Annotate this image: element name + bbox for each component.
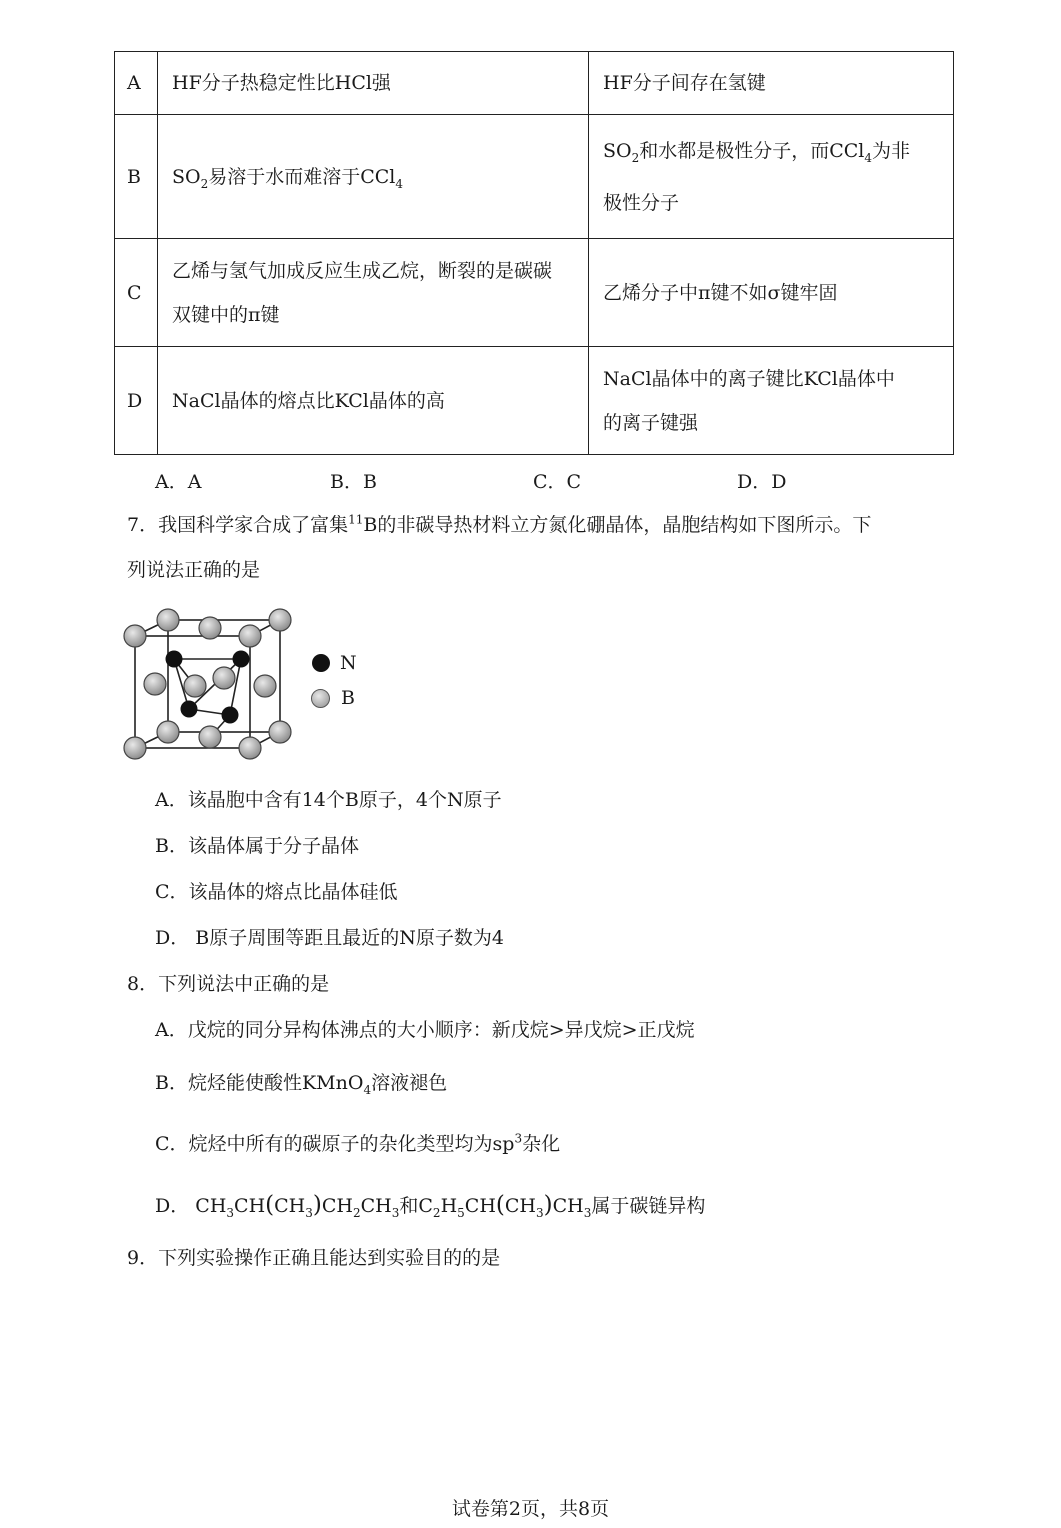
row-label: A <box>115 52 158 115</box>
table-row <box>115 115 954 239</box>
q8-option-b[interactable]: B．烷烃能使酸性KMnO$_4$溶液褪色 <box>155 1072 448 1097</box>
b-atom <box>239 737 261 759</box>
n-atom <box>233 651 250 668</box>
b-atom <box>199 617 221 639</box>
statement-cell: 乙烯与氢气加成反应生成乙烷，断裂的是碳碳 双键中的π键 <box>158 239 589 347</box>
row-label: B <box>115 115 158 239</box>
crystal-cell-diagram <box>120 600 300 770</box>
q6-table <box>114 51 954 455</box>
reason-cell: $SO_2$和水都是极性分子，而CCl$_4$为非 极性分子 <box>589 115 954 239</box>
table-row <box>115 347 954 455</box>
b-atom <box>144 673 166 695</box>
table-row <box>115 52 954 115</box>
b-atom <box>124 625 146 647</box>
statement-cell: NaCl晶体的熔点比KCl晶体的高 <box>158 347 589 455</box>
q6-option-b[interactable]: B．B <box>330 471 377 493</box>
reason-cell: NaCl晶体中的离子键比KCl晶体中 的离子键强 <box>589 347 954 455</box>
q7-option-a[interactable]: A．该晶胞中含有14个B原子，4个N原子 <box>155 789 502 811</box>
b-atom <box>184 675 206 697</box>
legend-n: N <box>312 651 357 674</box>
q7-option-c[interactable]: C．该晶体的熔点比晶体硅低 <box>155 881 398 903</box>
b-atom <box>213 667 235 689</box>
b-atom <box>254 675 276 697</box>
q8-stem: 8．下列说法中正确的是 <box>127 973 330 995</box>
q7-stem-line2: 列说法正确的是 <box>127 559 261 581</box>
row-label: C <box>115 239 158 347</box>
q8-option-c[interactable]: C．烷烃中所有的碳原子的杂化类型均为$sp^3$杂化 <box>155 1131 561 1155</box>
row-label: D <box>115 347 158 455</box>
b-atom <box>157 721 179 743</box>
n-atom <box>166 651 183 668</box>
b-atom <box>269 721 291 743</box>
n-atom <box>222 707 239 724</box>
reason-cell: 乙烯分子中π键不如σ键牢固 <box>589 239 954 347</box>
q9-stem: 9．下列实验操作正确且能达到实验目的的是 <box>127 1247 501 1269</box>
q7-option-b[interactable]: B．该晶体属于分子晶体 <box>155 835 359 857</box>
legend-b: B <box>311 686 355 709</box>
n-atom <box>181 701 198 718</box>
table-row <box>115 239 954 347</box>
b-atom-icon <box>311 689 330 708</box>
b-atom <box>124 737 146 759</box>
q6-option-a[interactable]: A．A <box>155 471 202 493</box>
b-atom <box>157 609 179 631</box>
q6-option-d[interactable]: D．D <box>737 471 787 493</box>
q7-option-d[interactable]: D． B原子周围等距且最近的N原子数为4 <box>155 927 504 949</box>
page-footer: 试卷第2页，共8页 <box>451 1498 610 1520</box>
reason-cell: HF分子间存在氢键 <box>589 52 954 115</box>
statement-cell: HF分子热稳定性比HCl强 <box>158 52 589 115</box>
n-atom-icon <box>312 654 330 672</box>
q6-option-c[interactable]: C．C <box>533 471 582 493</box>
b-atom <box>239 625 261 647</box>
q7-stem-line1: 7．我国科学家合成了富集$^{11}$B的非碳导热材料立方氮化硼晶体，晶胞结构如下图所示。下 <box>127 512 872 536</box>
statement-cell: $SO_2$易溶于水而难溶于CCl$_4$ <box>158 115 589 239</box>
q8-option-d[interactable]: D． $CH_3CH(CH_3)CH_2CH_3$和$C_2H_5CH(CH_3)CH_3$属于碳链异构 <box>155 1192 706 1220</box>
b-atom <box>269 609 291 631</box>
b-atom <box>199 726 221 748</box>
q8-option-a[interactable]: A．戊烷的同分异构体沸点的大小顺序：新戊烷>异戊烷>正戊烷 <box>155 1019 695 1041</box>
